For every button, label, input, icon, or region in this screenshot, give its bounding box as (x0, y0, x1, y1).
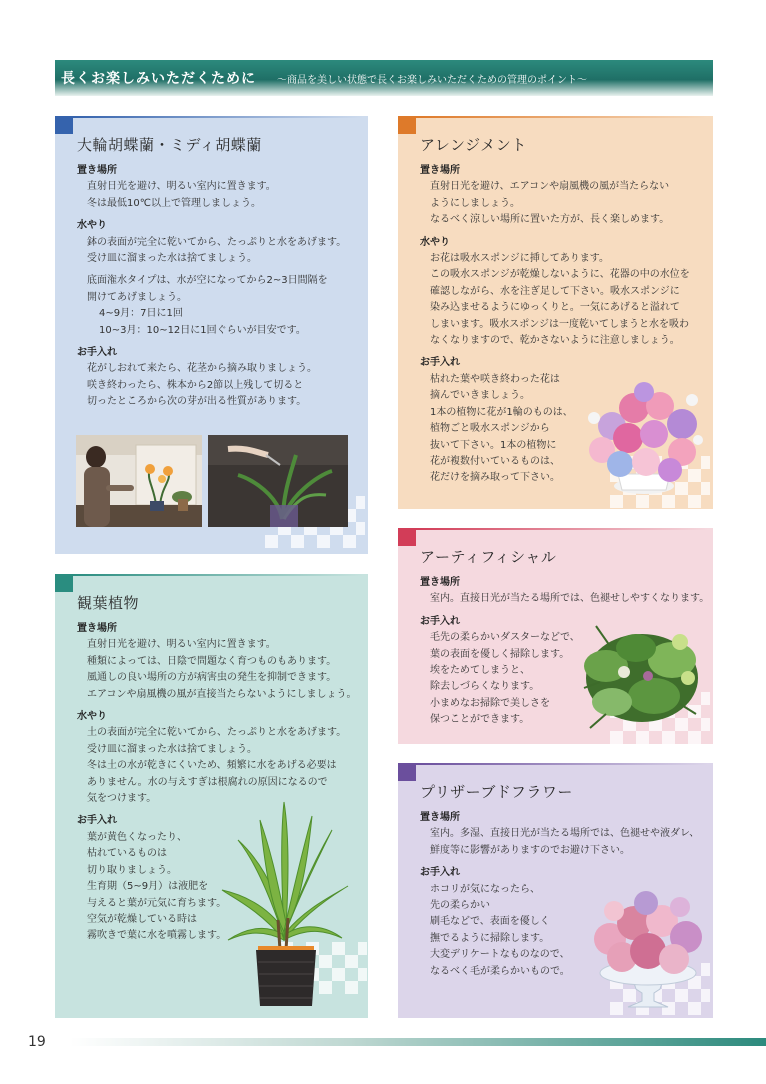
schedule-line: 4~9月：7日に1回 (99, 308, 183, 320)
text-line: 受け皿に溜まった水は捨てましょう。 (87, 253, 257, 265)
panel-rule (416, 116, 708, 118)
text-line: お花は吸水スポンジに挿してあります。 (430, 253, 609, 265)
label-placement: 置き場所 (77, 623, 117, 634)
text-line: 受け皿に溜まった水は捨てましょう。 (87, 743, 257, 755)
text-line: 与えると葉が元気に育ちます。 (87, 897, 227, 909)
header-title: 長くお楽しみいただくために (61, 71, 256, 87)
text-line: 大変デリケートなものなので、 (430, 949, 570, 961)
label-care: お手入れ (77, 347, 117, 359)
text-line: 土の表面が完全に乾いてから、たっぷりと水をあげます。 (87, 727, 347, 739)
panel-foliage (55, 574, 368, 1018)
text-line: なるべく毛が柔らかいもので。 (430, 965, 570, 977)
text-line: 霧吹きで葉に水を噴霧します。 (87, 930, 227, 942)
label-placement: 置き場所 (77, 165, 117, 176)
text-line: 刷毛などで、表面を優しく (430, 916, 550, 928)
text-line: なくなりますので、乾かさないように注意しましょう。 (430, 335, 680, 347)
panel-rule (73, 574, 363, 576)
panel-tab-marker (398, 528, 416, 546)
text-line: 種類によっては、日陰で問題なく育つものもあります。 (87, 655, 337, 667)
label-watering: 水やり (77, 711, 107, 723)
text-line: 冬は土の水が乾きにくいため、頻繁に水をあげる必要は (87, 760, 337, 772)
text-line: 植物ごと吸水スポンジから (430, 423, 550, 435)
panel-title: アレンジメント (420, 136, 527, 154)
text-line: ホコリが気になったら、 (430, 883, 540, 895)
label-placement: 置き場所 (420, 577, 460, 588)
text-line: 染み込ませるようにゆっくりと。一気にあげると溢れて (430, 302, 680, 314)
label-care: お手入れ (420, 357, 460, 369)
panel-tab-marker (398, 763, 416, 781)
label-placement: 置き場所 (420, 165, 460, 176)
text-line: 埃をためてしまうと、 (430, 665, 530, 677)
text-line: 確認しながら、水を注ぎ足して下さい。吸水スポンジに (430, 285, 680, 297)
text-line: 直射日光を避け、エアコンや扇風機の風が当たらない (430, 181, 670, 193)
text-line: 除去しづらくなります。 (430, 681, 540, 693)
text-line: 開けてあげましょう。 (87, 291, 187, 303)
flower-arrangement-illustration (582, 378, 708, 498)
page-number: 19 (28, 1034, 46, 1050)
panel-tab-marker (55, 116, 73, 134)
panel-title: アーティフィシャル (420, 548, 557, 566)
text-line: この吸水スポンジが乾燥しないように、花器の中の水位を (430, 269, 690, 281)
orchid-care-photo (76, 435, 202, 527)
text-line: 直射日光を避け、明るい室内に置きます。 (87, 181, 276, 193)
artificial-greenery-illustration (576, 618, 708, 736)
text-line: 1本の植物に花が1輪のものは、 (430, 406, 573, 418)
panel-rule (416, 528, 708, 530)
text-line: 切ったところから次の芽が出る性質があります。 (87, 396, 307, 408)
panel-body (77, 163, 367, 411)
text-line: 底面潅水タイプは、水が空になってから2~3日間隔を (87, 275, 328, 287)
panel-title: 観葉植物 (77, 594, 140, 612)
text-line: 毛先の柔らかいダスターなどで、 (430, 632, 580, 644)
text-line: 枯れた葉や咲き終わった花は (430, 373, 560, 385)
panel-title: プリザーブドフラワー (420, 783, 573, 801)
text-line: 切り取りましょう。 (87, 864, 177, 876)
foliage-plant-illustration (220, 800, 350, 1008)
text-line: ようにしましょう。 (430, 197, 520, 209)
text-line: 鮮度等に影響がありますのでお避け下さい。 (430, 844, 630, 856)
panel-tab-marker (55, 574, 73, 592)
panel-tab-marker (398, 116, 416, 134)
header-subtitle: 〜商品を美しい状態で長くお楽しみいただくための管理のポイント〜 (277, 75, 587, 86)
orchid-cutting-photo (208, 435, 348, 527)
text-line: 抜いて下さい。1本の植物に (430, 439, 557, 451)
text-line: 生育期（5~9月）は液肥を (87, 881, 209, 893)
label-care: お手入れ (420, 615, 460, 627)
label-care: お手入れ (420, 867, 460, 879)
text-line: 花だけを摘み取って下さい。 (430, 472, 560, 484)
label-watering: 水やり (420, 236, 450, 248)
text-line: 枯れているものは (87, 848, 167, 860)
text-line: 冬は最低10℃以上で管理しましょう。 (87, 197, 261, 209)
text-line: なるべく涼しい場所に置いた方が、長く楽しめます。 (430, 214, 670, 226)
text-line: しまいます。吸水スポンジは一度乾いてしまうと水を吸わ (430, 318, 689, 330)
section-header (55, 60, 713, 96)
text-line: 花がしおれて来たら、花茎から摘み取りましょう。 (87, 363, 317, 375)
text-line: 小まめなお掃除で美しさを (430, 697, 550, 709)
text-line: 空気が乾燥している時は (87, 913, 197, 925)
panel-preserved (398, 763, 713, 1018)
panel-rule (73, 116, 363, 118)
text-line: 摘んでいきましょう。 (430, 390, 530, 402)
panel-orchid (55, 116, 368, 554)
panel-title: 大輪胡蝶蘭・ミディ胡蝶蘭 (77, 136, 262, 154)
text-line: 室内。直接日光が当たる場所では、色褪せしやすくなります。 (430, 593, 710, 605)
text-line: 保つことができます。 (430, 714, 530, 726)
label-care: お手入れ (77, 815, 117, 827)
text-line: 直射日光を避け、明るい室内に置きます。 (87, 639, 276, 651)
text-line: 鉢の表面が完全に乾いてから、たっぷりと水をあげます。 (87, 236, 347, 248)
text-line: 先の柔らかい (430, 900, 490, 912)
text-line: 咲き終わったら、株本から2節以上残して切ると (87, 379, 304, 391)
text-line: 撫でるように掃除します。 (430, 932, 550, 944)
text-line: 気をつけます。 (87, 793, 157, 805)
panel-artificial (398, 528, 713, 744)
text-line: 花が複数付いているものは、 (430, 455, 560, 467)
text-line: 室内。多湿、直接日光が当たる場所では、色褪せや液ダレ、 (430, 828, 700, 840)
panel-rule (416, 763, 708, 765)
text-line: 葉が黄色くなったり、 (87, 831, 187, 843)
label-placement: 置き場所 (420, 812, 460, 823)
label-watering: 水やり (77, 220, 107, 232)
panel-arrangement (398, 116, 713, 509)
footer-bar (70, 1038, 766, 1046)
text-line: 風通しの良い場所の方が病害虫の発生を抑制できます。 (87, 672, 337, 684)
text-line: ありません。水の与えすぎは根腐れの原因になるので (87, 776, 328, 788)
schedule-line: 10~3月：10~12日に1回ぐらいが目安です。 (99, 324, 306, 336)
preserved-flower-illustration (588, 877, 708, 1011)
text-line: 葉の表面を優しく掃除します。 (430, 648, 570, 660)
text-line: エアコンや扇風機の風が直接当たらないようにしましょう。 (87, 688, 357, 700)
